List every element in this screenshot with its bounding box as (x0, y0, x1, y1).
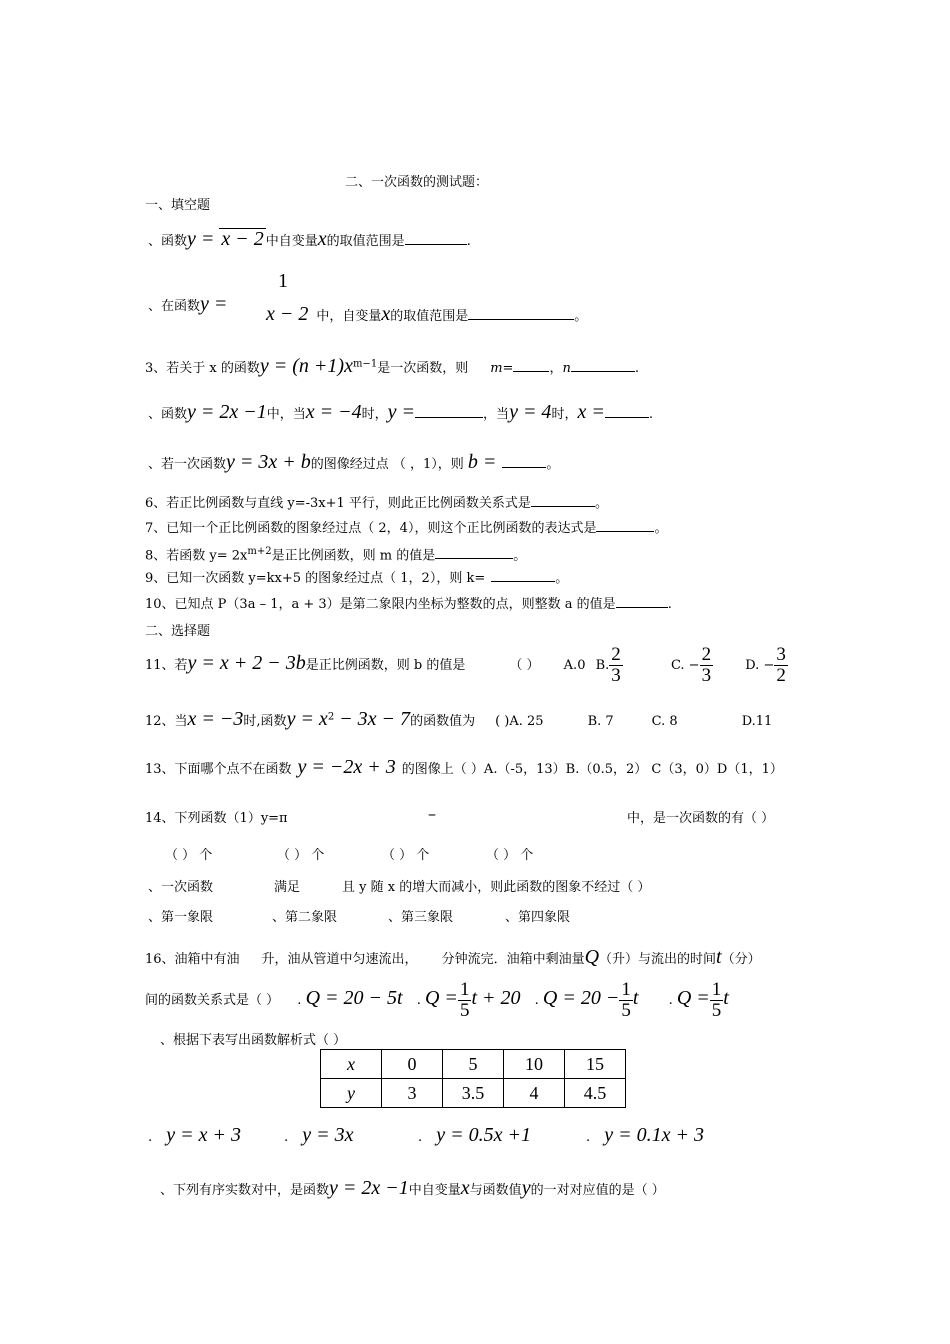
table-cell: 3 (382, 1079, 443, 1108)
answer-blank[interactable] (435, 557, 513, 559)
q15-option-b[interactable]: 、第二象限 (272, 910, 338, 925)
question-7: 7、已知一个正比例函数的图象经过点（ 2，4），则这个正比例函数的表达式是 。 (145, 521, 668, 536)
question-2-rest: x − 2 中，自变量x的取值范围是 。 (266, 303, 588, 325)
question-1: 、函数y = x − 2 中自变量x的取值范围是 . (148, 228, 471, 250)
q15-option-a[interactable]: 、第一象限 (148, 910, 214, 925)
question-10: 10、已知点 P（3a – 1，a + 3）是第二象限内坐标为整数的点，则整数 a 的值是 . (145, 597, 672, 612)
dash-mark: – (428, 804, 436, 823)
section-fill-blank: 一、填空题 (145, 198, 211, 213)
answer-blank-n[interactable] (571, 370, 635, 372)
question-13: 13、下面哪个点不在函数 y = −2x + 3 的图像上（ ）A.（-5，13）B.（0.5，2） C（3，0）D（1，1） (145, 756, 783, 778)
question-12: 12、当x = −3时,函数$y = x^2 - 3x - 7$的函数值为 ( )A. 25 B. 7 C. 8 D.11 (145, 708, 773, 730)
sqrt-expression: x − 2 (221, 228, 264, 250)
answer-blank-m[interactable] (513, 370, 549, 372)
table-cell: 15 (565, 1050, 626, 1079)
table-header-x: x (321, 1050, 382, 1079)
question-14: 14、下列函数（1）y=π (145, 811, 288, 826)
question-11: 11、若y = x + 2 − 3b是正比例函数，则 b 的值是 （ ） A.0 B. $\frac{2}{3}$ C. − $\frac{2}{3}$ D. − $\frac{3}{2}$ (145, 644, 786, 686)
question-14-end: 中，是一次函数的有（ ） (627, 811, 775, 826)
answer-blank[interactable] (491, 580, 555, 582)
q14-option-d[interactable]: （ ） 个 (486, 848, 534, 863)
answer-blank[interactable] (502, 466, 546, 468)
q14-option-b[interactable]: （ ） 个 (277, 848, 325, 863)
q17-option-c[interactable]: . y = 0.5x +1 (418, 1124, 532, 1146)
q15-option-d[interactable]: 、第四象限 (505, 910, 571, 925)
question-17: 、根据下表写出函数解析式（ ） (160, 1033, 347, 1048)
question-16-options: 间的函数关系式是（ ） . Q = 20 − 5t . Q = $\frac{1}{5}$ t + 20 . Q = 20 − $\frac{1}{5}$ t . Q = $\frac{1}{5}$ t (145, 979, 729, 1021)
question-4: 、函数y = 2x −1中，当x = −4时，y = ，当y = 4时，x = . (148, 401, 653, 423)
fraction-numerator: 1 (278, 270, 288, 292)
q17-option-b[interactable]: . y = 3x (284, 1124, 354, 1146)
question-6: 6、若正比例函数与直线 y=-3x+1 平行，则此正比例函数关系式是 。 (145, 496, 608, 511)
question-2: 、在函数y = (148, 293, 228, 315)
table-header-y: y (321, 1079, 382, 1108)
answer-blank-y[interactable] (415, 416, 483, 418)
table-row (321, 1079, 626, 1108)
table-cell: 0 (382, 1050, 443, 1079)
answer-blank[interactable] (531, 505, 595, 507)
q15-satisfy: 满足 (274, 880, 301, 895)
q15-option-c[interactable]: 、第三象限 (388, 910, 454, 925)
q17-option-d[interactable]: . y = 0.1x + 3 (586, 1124, 705, 1146)
question-3: 3、若关于 x 的函数$y = (n +1)x^{m-1}$是一次函数，则 m= ，n . (145, 355, 639, 377)
section-multiple-choice: 二、选择题 (145, 624, 211, 639)
data-table (320, 1049, 626, 1108)
q14-option-c[interactable]: （ ） 个 (382, 848, 430, 863)
answer-blank[interactable] (616, 606, 668, 608)
table-cell: 4.5 (565, 1079, 626, 1108)
q14-option-a[interactable]: （ ） 个 (165, 848, 213, 863)
table-cell: 5 (443, 1050, 504, 1079)
answer-blank[interactable] (405, 243, 467, 245)
question-15: 、一次函数 (148, 880, 214, 895)
question-16: 16、油箱中有油 升，油从管道中匀速流出， 分钟流完．油箱中剩油量Q（升）与流出的时间t（分） (145, 946, 761, 968)
answer-blank-x[interactable] (605, 416, 649, 418)
answer-blank[interactable] (596, 530, 654, 532)
table-row (321, 1050, 626, 1079)
question-5: 、若一次函数y = 3x + b的图像经过点 （ ，1），则 b = 。 (148, 451, 560, 473)
question-9: 9、已知一次函数 y=kx+5 的图象经过点（ 1，2），则 k= 。 (145, 571, 569, 586)
table-cell: 3.5 (443, 1079, 504, 1108)
answer-blank[interactable] (468, 318, 574, 320)
q17-option-a[interactable]: . y = x + 3 (148, 1124, 242, 1146)
q15-condition: 且 y 随 x 的增大而减小，则此函数的图象不经过（ ） (342, 880, 651, 895)
question-8: 8、若函数 $y= 2x^{m+2}$是正比例函数，则 m 的值是 。 (145, 546, 527, 564)
page-title: 二、一次函数的测试题： (345, 175, 489, 190)
table-cell: 10 (504, 1050, 565, 1079)
table-cell: 4 (504, 1079, 565, 1108)
question-18: 、下列有序实数对中，是函数y = 2x −1中自变量x与函数值y的一对对应值的是（ ） (160, 1177, 665, 1199)
